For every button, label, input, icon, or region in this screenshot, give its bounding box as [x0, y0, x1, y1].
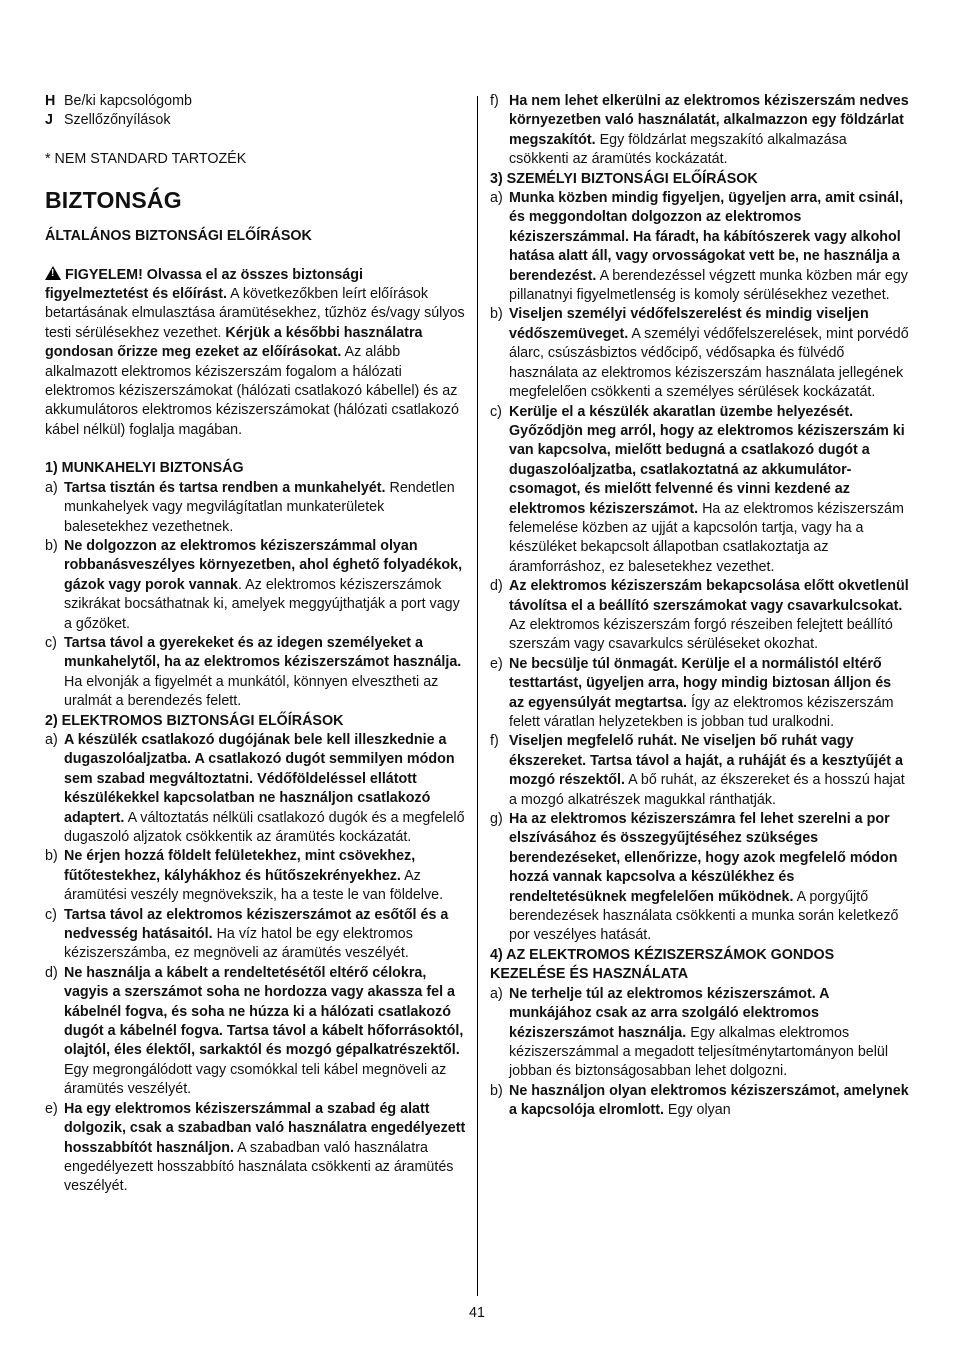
item-text: Egy alkalmas elektromos kéziszerszámmal a megadott teljesítménytartományon belül jobban és biztonságosabban lehet dolgozni. [509, 1024, 889, 1080]
list-item [45, 847, 467, 905]
not-standard-note: * NEM STANDARD TARTOZÉK [45, 150, 247, 167]
item-bold: Ne becsülje túl önmagát. Kerülje el a normálistól eltérő testtartást, ügyeljen arra, hogy mindig biztosan álljon és az egyensúlyát megtartsa. [509, 655, 892, 711]
list-item [45, 906, 467, 964]
item-text: Ha víz hatol be egy elektromos kéziszerszámba, ez megnöveli az áramütés veszélyét. [64, 926, 413, 962]
list-item [490, 655, 910, 733]
item-text: Egy földzárlat megszakító alkalmazása csökkenti az áramütés kockázatát. [509, 131, 847, 168]
list-item [490, 732, 910, 810]
item-bold: Kerülje el a készülék akaratlan üzembe helyezését. Győződjön meg arról, hogy az elektromos kéziszerszám ki van kapcsolva, mielőtt bedugná a csatlakozó dugót a dugaszolóaljzatba, csatlakoztatná az akkumulátor-csomagot, és mielőtt felvenné és vinni kezdené az elektromos kéziszerszámot. [509, 403, 905, 517]
item-text: Rendetlen munkahelyek vagy megvilágítatlan munkaterületek balesetekhez vezethetnek. [64, 479, 455, 535]
item-text: Ha az elektromos kéziszerszám felemelése közben az ujját a kapcsolón tartja, vagy ha a készüléket bekapcsolt állapotban csatlakoztatja az áramforráshoz, ez balesetekhez vezethet. [509, 500, 904, 575]
general-heading: ÁLTALÁNOS BIZTONSÁGI ELŐÍRÁSOK [45, 228, 312, 245]
list-item [490, 810, 910, 946]
item-bold: Ne használja a kábelt a rendeltetésétől eltérő célokra, vagyis a szerszámot soha ne hordozza vagy akassza fel a kábelnél fogva, és soha ne húzza ki a hálózati csatlakozó dugót a kábelnél fogva. Tartsa távol a kábelt hőforrásoktól, olajtól, éles élektől, sarkaktól és mozgó gépalkatrészektől. [64, 964, 464, 1059]
list-item [45, 964, 467, 1100]
item-text: A berendezéssel végzett munka közben már egy pillanatnyi figyelmetlenség is komoly sérülésekhez vezethet. [509, 267, 908, 304]
warning-bold: FIGYELEM! Olvassa el az összes biztonsági figyelmeztetést és előírást. [45, 266, 363, 303]
warning-bold: Kérjük a későbbi használatra gondosan őrizze meg ezeket az előírásokat. [45, 324, 423, 361]
item-label: b) [490, 306, 503, 323]
list-item [490, 1082, 910, 1121]
page-number: 41 [469, 1305, 485, 1321]
item-bold: Ha az elektromos kéziszerszámra fel lehet szerelni a por elszívásához és összegyűjtéséhez szükséges berendezéseket, ellenőrizze, hogy azok megfelelő módon hozzá vannak kapcsolva a készülékhez és rendeltetésüknek megfelelően működnek. [509, 811, 898, 905]
item-label: c) [45, 906, 57, 923]
item-bold: Munka közben mindig figyeljen, ügyeljen arra, amit csinál, és meggondoltan dolgozzon az elektromos kéziszerszámmal. Ha fáradt, ha kábítószerek vagy alkohol hatása alatt áll, vagy orvosságokat vett be, ne használja a berendezést. [509, 190, 904, 284]
item-text: A személyi védőfelszerelések, mint porvédő álarc, csúszásbiztos védőcipő, védősapka és fülvédő használata az elektromos kéziszerszám használata jellegének megfelelően csökkenti a személyes sérülések kockázatát. [509, 325, 909, 401]
item-bold: Ne terhelje túl az elektromos kéziszerszámot. A munkájához csak az arra szolgáló elektromos kéziszerszámot használja. [509, 985, 829, 1041]
list-item [490, 92, 910, 170]
item-label: b) [490, 1082, 503, 1099]
item-label: f) [490, 93, 499, 109]
item-bold: Az elektromos kéziszerszám bekapcsolása előtt okvetlenül távolítsa el a beállító szerszámokat vagy csavarkulcsokat. [509, 578, 909, 614]
item-label: e) [45, 1100, 58, 1117]
section-heading: 2) ELEKTROMOS BIZTONSÁGI ELŐÍRÁSOK [45, 712, 344, 729]
item-text: Az elektromos kéziszerszám forgó részeiben felejtett beállító szerszám vagy csavarkulcs sérüléseket okozhat. [509, 616, 893, 653]
legend-item [45, 92, 467, 111]
item-label: b) [45, 537, 58, 554]
warning-text: A következőkben leírt előírások betartásának elmulasztása áramütésekhez, tűzhöz és/vagy súlyos testi sérülésekhez vezethet. [45, 286, 465, 341]
item-text: Egy olyan [663, 1102, 731, 1119]
item-bold: Tartsa távol az elektromos kéziszerszámot az esőtől és a nedvesség hatásaitól. [64, 906, 449, 943]
item-label: e) [490, 655, 503, 672]
legend-text: Be/ki kapcsológomb [64, 93, 192, 109]
section-heading: 3) SZEMÉLYI BIZTONSÁGI ELŐÍRÁSOK [490, 170, 758, 187]
list-item [490, 577, 910, 655]
item-bold: Viseljen személyi védőfelszerelést és mindig viseljen védőszemüveget. [509, 306, 869, 342]
item-text: A porgyűjtő berendezések használata csökkenti a munka során keletkező por veszélyes hatását. [509, 888, 899, 944]
legend-text: Szellőzőnyílások [64, 112, 171, 129]
right-column [490, 92, 910, 1121]
list-item [490, 403, 910, 578]
item-bold: Ne használjon olyan elektromos kéziszerszámot, amelynek a kapcsolója elromlott. [509, 1082, 909, 1119]
item-label: d) [45, 964, 58, 981]
warning-text: Az alább alkalmazott elektromos kéziszerszám fogalom a hálózati elektromos kéziszerszámokat (hálózati csatlakozó kábellel) és az akkumulátoros elektromos kéziszerszámokat (hálózati csatlakozó kábel nélkül) foglalja magában. [45, 344, 459, 438]
item-text: . Az elektromos kéziszerszámok szikrákat bocsáthatnak ki, amelyek meggyújthatják a port vagy a gőzöket. [64, 576, 460, 632]
item-text: Ha elvonják a figyelmét a munkától, könnyen elvesztheti az uralmát a berendezés felett. [64, 673, 439, 710]
item-text: A szabadban való használatra engedélyezett hosszabbító használata csökkenti az áramütés veszélyét. [64, 1139, 454, 1195]
item-label: b) [45, 848, 58, 865]
warning-paragraph [45, 266, 467, 441]
item-label: f) [490, 733, 499, 750]
legend-key: H [45, 93, 56, 109]
item-text: Az áramütési veszély megnövekszik, ha a teste le van földelve. [64, 867, 444, 904]
item-bold: Tartsa távol a gyerekeket és az idegen személyeket a munkahelytől, ha az elektromos kéziszerszámot használja. [64, 634, 462, 671]
page-title: BIZTONSÁG [45, 187, 182, 214]
item-text: A változtatás nélküli csatlakozó dugók és a megfelelő dugaszoló aljzatok csökkentik az áramütés kockázatát. [64, 809, 465, 845]
item-bold: Tartsa tisztán és tartsa rendben a munkahelyét. [64, 479, 386, 496]
list-item [45, 634, 467, 712]
warning-triangle-icon [45, 266, 61, 280]
item-label: c) [490, 403, 502, 420]
section-heading [490, 946, 910, 985]
item-bold: A készülék csatlakozó dugójának bele kell illeszkednie a dugaszolóaljzatba. A csatlakozó dugót semmilyen módon sem szabad megváltoztatni. Védőföldeléssel ellátott készülékekkel kapcsolatban ne használjon csatlakozó adaptert. [64, 731, 455, 826]
list-item [45, 537, 467, 634]
legend-key: J [45, 112, 53, 129]
item-text: A bő ruhát, az ékszereket és a hosszú hajat a mozgó alkatrészek magukkal ránthatják. [509, 772, 905, 808]
item-label: c) [45, 634, 57, 651]
item-bold: Ne érjen hozzá földelt felületekhez, mint csövekhez, fűtőtestekhez, kályhákhoz és hűtőszekrényekhez. [64, 848, 416, 884]
item-bold: Viseljen megfelelő ruhát. Ne viseljen bő ruhát vagy ékszereket. Tartsa távol a haját, a ruháját és a kesztyűjét a mozgó részektől. [509, 733, 903, 789]
section-heading-text: 4) AZ ELEKTROMOS KÉZISZERSZÁMOK GONDOS KEZELÉSE ÉS HASZNÁLATA [490, 946, 835, 983]
item-label: g) [490, 811, 503, 828]
item-bold: Ne dolgozzon az elektromos kéziszerszámmal olyan robbanásveszélyes környezetben, ahol éghető folyadékok, gázok vagy porok vannak [64, 537, 463, 593]
list-item [45, 1100, 467, 1197]
list-item [490, 189, 910, 305]
legend-item [45, 111, 467, 130]
item-label: a) [490, 190, 503, 207]
section-heading: 1) MUNKAHELYI BIZTONSÁG [45, 460, 244, 477]
left-column [45, 92, 467, 1197]
column-divider [477, 96, 478, 1296]
list-item [490, 305, 910, 402]
item-label: a) [490, 985, 503, 1002]
item-bold: Ha nem lehet elkerülni az elektromos kéziszerszám nedves környezetben való használatát, alkalmazzon egy földzárlat megszakítót. [509, 93, 909, 148]
item-label: d) [490, 578, 503, 595]
list-item [45, 731, 467, 847]
item-label: a) [45, 731, 58, 748]
list-item [45, 479, 467, 537]
item-label: a) [45, 479, 58, 496]
item-text: Egy megrongálódott vagy csomókkal teli kábel megnöveli az áramütés veszélyét. [64, 1061, 447, 1098]
item-text: Így az elektromos kéziszerszám felett váratlan helyzetekben is jobban tud uralkodni. [509, 694, 894, 730]
item-bold: Ha egy elektromos kéziszerszámmal a szabad ég alatt dolgozik, csak a szabadban való használatra engedélyezett hosszabbítót használjon. [64, 1100, 466, 1156]
list-item [490, 985, 910, 1082]
